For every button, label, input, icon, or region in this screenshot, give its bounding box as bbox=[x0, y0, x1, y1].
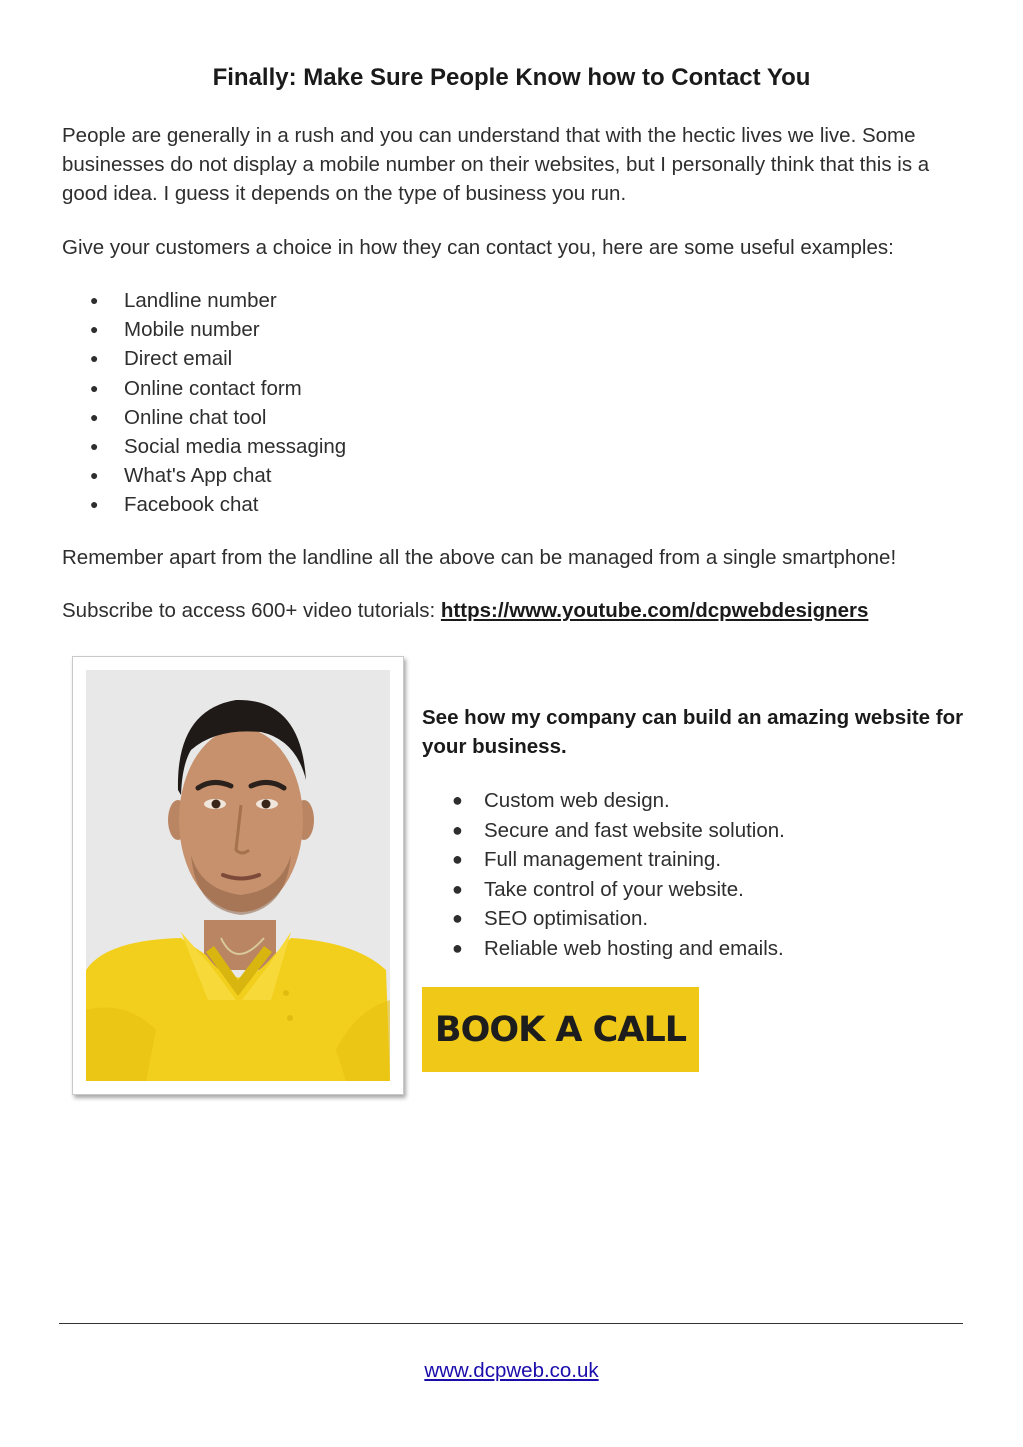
list-item: ● Custom web design. bbox=[422, 786, 785, 816]
list-item: ● Facebook chat bbox=[62, 490, 346, 519]
book-a-call-button[interactable] bbox=[422, 987, 699, 1072]
contact-methods-list bbox=[62, 286, 346, 520]
list-item: ● What's App chat bbox=[62, 461, 346, 490]
bullet-icon: ● bbox=[90, 438, 99, 455]
book-a-call-label: BOOK A CALL bbox=[434, 1009, 687, 1050]
bullet-icon: ● bbox=[452, 878, 463, 899]
list-item: ● Direct email bbox=[62, 344, 346, 373]
list-item: ● Mobile number bbox=[62, 315, 346, 344]
bullet-icon: ● bbox=[90, 379, 99, 396]
bullet-icon: ● bbox=[90, 496, 99, 513]
footer bbox=[0, 1356, 1023, 1385]
promo-heading: See how my company can build an amazing website for your business. bbox=[422, 706, 964, 758]
list-item: ● Take control of your website. bbox=[422, 875, 785, 905]
list-item: ● Reliable web hosting and emails. bbox=[422, 934, 785, 964]
profile-photo-frame bbox=[72, 656, 404, 1095]
bullet-icon: ● bbox=[90, 467, 99, 484]
list-item: ● Secure and fast website solution. bbox=[422, 816, 785, 846]
youtube-link[interactable]: https://www.youtube.com/dcpwebdesigners bbox=[440, 599, 869, 622]
subscribe-paragraph bbox=[62, 596, 962, 625]
list-item: ● Full management training. bbox=[422, 845, 785, 875]
list-item: ● Online contact form bbox=[62, 374, 346, 403]
list-item: ● Online chat tool bbox=[62, 403, 346, 432]
footer-divider bbox=[59, 1323, 963, 1324]
bullet-icon: ● bbox=[452, 849, 463, 870]
intro-paragraph: People are generally in a rush and you can understand that with the hectic lives we live. Some businesses do not display a mobile number on their websites, but I personally think that this is a good idea. I guess it depends on the type of business you run. bbox=[62, 124, 930, 205]
list-item: ● Social media messaging bbox=[62, 432, 346, 461]
profile-photo bbox=[86, 670, 390, 1081]
bullet-icon: ● bbox=[90, 321, 99, 338]
list-item: ● Landline number bbox=[62, 286, 346, 315]
feature-list bbox=[422, 786, 785, 964]
website-link[interactable]: www.dcpweb.co.uk bbox=[424, 1359, 599, 1382]
subscribe-prefix: Subscribe to access 600+ video tutorials: bbox=[62, 599, 441, 622]
remember-paragraph: Remember apart from the landline all the above can be managed from a single smartphone! bbox=[62, 546, 897, 569]
bullet-icon: ● bbox=[452, 937, 463, 958]
person-portrait-illustration bbox=[86, 670, 390, 1081]
bullet-icon: ● bbox=[452, 819, 463, 840]
choice-paragraph: Give your customers a choice in how they can contact you, here are some useful examples: bbox=[62, 236, 894, 259]
bullet-icon: ● bbox=[90, 292, 99, 308]
bullet-icon: ● bbox=[90, 350, 99, 367]
list-item: ● SEO optimisation. bbox=[422, 904, 785, 934]
bullet-icon: ● bbox=[452, 790, 463, 810]
page-title: Finally: Make Sure People Know how to Contact You bbox=[212, 64, 811, 91]
bullet-icon: ● bbox=[452, 908, 463, 929]
bullet-icon: ● bbox=[90, 408, 99, 425]
